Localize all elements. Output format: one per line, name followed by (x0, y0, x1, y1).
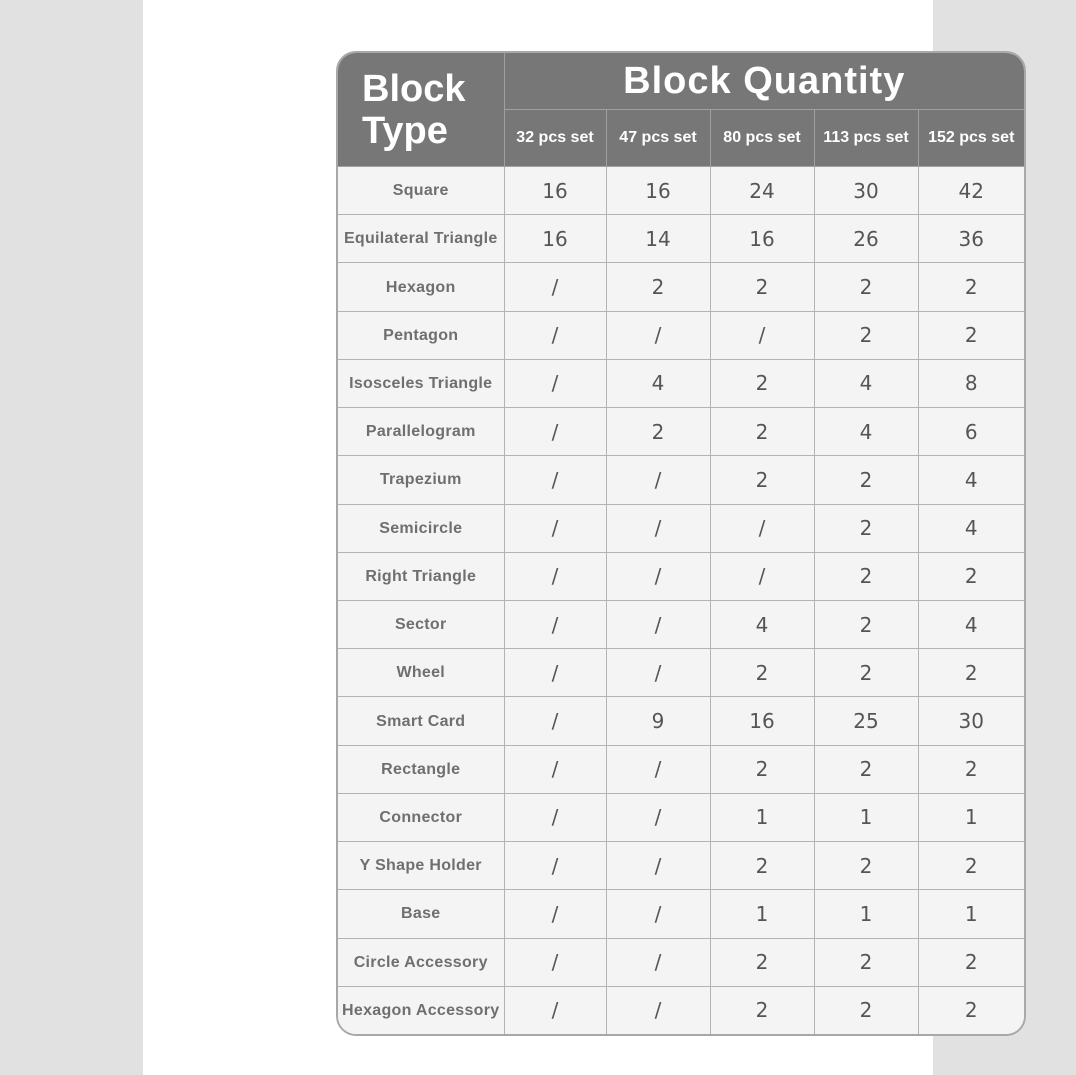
table-row (338, 600, 1024, 648)
quantity-cell: 30 (814, 167, 918, 215)
quantity-cell: / (606, 456, 710, 504)
quantity-cell: / (606, 600, 710, 648)
table-row (338, 890, 1024, 938)
quantity-cell: / (504, 745, 606, 793)
quantity-cell: 2 (814, 649, 918, 697)
table-row (338, 986, 1024, 1034)
block-type-cell: Equilateral Triangle (338, 215, 504, 263)
set-header-47: 47 pcs set (606, 110, 710, 167)
quantity-cell: 2 (710, 842, 814, 890)
table-body (338, 167, 1024, 1035)
quantity-cell: 1 (710, 890, 814, 938)
quantity-cell: 1 (814, 793, 918, 841)
quantity-cell: 4 (814, 408, 918, 456)
quantity-cell: 2 (710, 408, 814, 456)
block-type-cell: Hexagon Accessory (338, 986, 504, 1034)
block-type-cell: Hexagon (338, 263, 504, 311)
quantity-cell: 16 (710, 215, 814, 263)
quantity-cell: / (504, 311, 606, 359)
quantity-cell: / (606, 938, 710, 986)
block-type-cell: Base (338, 890, 504, 938)
quantity-cell: 2 (814, 842, 918, 890)
quantity-cell: 2 (814, 456, 918, 504)
set-header-152: 152 pcs set (918, 110, 1024, 167)
block-type-cell: Smart Card (338, 697, 504, 745)
quantity-cell: 2 (918, 311, 1024, 359)
quantity-cell: / (606, 745, 710, 793)
quantity-cell: 2 (710, 745, 814, 793)
quantity-cell: 2 (814, 600, 918, 648)
table-row (338, 504, 1024, 552)
quantity-cell: 2 (710, 456, 814, 504)
quantity-cell: / (710, 552, 814, 600)
quantity-cell: 2 (606, 263, 710, 311)
table-row (338, 745, 1024, 793)
block-type-header (338, 53, 504, 167)
quantity-cell: 16 (504, 167, 606, 215)
block-type-cell: Square (338, 167, 504, 215)
block-type-cell: Isosceles Triangle (338, 359, 504, 407)
quantity-cell: 25 (814, 697, 918, 745)
quantity-cell: / (504, 890, 606, 938)
table-row (338, 215, 1024, 263)
table-row (338, 311, 1024, 359)
quantity-cell: 4 (918, 504, 1024, 552)
quantity-cell: / (504, 697, 606, 745)
quantity-cell: / (504, 938, 606, 986)
table-row (338, 408, 1024, 456)
quantity-cell: 2 (918, 842, 1024, 890)
quantity-cell: 42 (918, 167, 1024, 215)
set-header-80: 80 pcs set (710, 110, 814, 167)
quantity-cell: 16 (504, 215, 606, 263)
quantity-cell: 2 (814, 552, 918, 600)
quantity-cell: 2 (710, 263, 814, 311)
quantity-cell: 2 (918, 552, 1024, 600)
block-type-cell: Y Shape Holder (338, 842, 504, 890)
quantity-cell: / (710, 504, 814, 552)
block-type-cell: Parallelogram (338, 408, 504, 456)
table-row (338, 842, 1024, 890)
quantity-table (338, 53, 1024, 1034)
quantity-cell: 2 (814, 263, 918, 311)
block-type-cell: Pentagon (338, 311, 504, 359)
quantity-cell: 2 (814, 986, 918, 1034)
quantity-cell: 4 (918, 600, 1024, 648)
quantity-cell: / (606, 986, 710, 1034)
block-type-cell: Connector (338, 793, 504, 841)
quantity-cell: 24 (710, 167, 814, 215)
quantity-cell: / (504, 793, 606, 841)
quantity-cell: 2 (918, 986, 1024, 1034)
table-row (338, 167, 1024, 215)
quantity-cell: 2 (606, 408, 710, 456)
quantity-cell: / (504, 263, 606, 311)
quantity-cell: / (710, 311, 814, 359)
quantity-cell: 36 (918, 215, 1024, 263)
quantity-cell: / (606, 890, 710, 938)
quantity-cell: / (504, 649, 606, 697)
quantity-cell: 1 (918, 793, 1024, 841)
quantity-cell: 4 (814, 359, 918, 407)
quantity-cell: 2 (710, 986, 814, 1034)
set-header-32: 32 pcs set (504, 110, 606, 167)
set-header-113: 113 pcs set (814, 110, 918, 167)
table-row (338, 793, 1024, 841)
quantity-cell: 1 (710, 793, 814, 841)
quantity-cell: / (504, 986, 606, 1034)
quantity-cell: 2 (918, 649, 1024, 697)
quantity-cell: 16 (606, 167, 710, 215)
quantity-cell: 2 (918, 263, 1024, 311)
table-row (338, 552, 1024, 600)
quantity-cell: 30 (918, 697, 1024, 745)
quantity-cell: 8 (918, 359, 1024, 407)
quantity-cell: 2 (814, 311, 918, 359)
quantity-cell: 2 (814, 938, 918, 986)
quantity-cell: 1 (814, 890, 918, 938)
quantity-cell: 4 (606, 359, 710, 407)
table-row (338, 359, 1024, 407)
quantity-cell: / (504, 842, 606, 890)
quantity-cell: 2 (710, 359, 814, 407)
quantity-cell: 2 (814, 745, 918, 793)
quantity-cell: / (504, 408, 606, 456)
page-background (143, 0, 1015, 1075)
quantity-cell: 4 (918, 456, 1024, 504)
block-type-header-line2: Type (362, 109, 448, 152)
table-row (338, 263, 1024, 311)
quantity-cell: / (504, 456, 606, 504)
quantity-cell: / (606, 842, 710, 890)
quantity-cell: / (606, 649, 710, 697)
block-type-cell: Rectangle (338, 745, 504, 793)
quantity-cell: / (504, 504, 606, 552)
quantity-cell: 2 (918, 938, 1024, 986)
quantity-cell: 26 (814, 215, 918, 263)
block-type-header-line1: Block (362, 67, 466, 110)
quantity-cell: 2 (814, 504, 918, 552)
table-row (338, 938, 1024, 986)
quantity-cell: 2 (918, 745, 1024, 793)
quantity-cell: / (606, 552, 710, 600)
quantity-cell: 16 (710, 697, 814, 745)
quantity-cell: 9 (606, 697, 710, 745)
table-row (338, 649, 1024, 697)
table-row (338, 456, 1024, 504)
quantity-cell: / (606, 504, 710, 552)
quantity-cell: / (504, 552, 606, 600)
block-quantity-header: Block Quantity (504, 53, 1024, 110)
block-type-cell: Sector (338, 600, 504, 648)
quantity-cell: 14 (606, 215, 710, 263)
quantity-cell: 1 (918, 890, 1024, 938)
quantity-cell: 4 (710, 600, 814, 648)
quantity-cell: 2 (710, 649, 814, 697)
quantity-cell: / (504, 600, 606, 648)
table-row (338, 697, 1024, 745)
quantity-cell: / (606, 311, 710, 359)
block-type-cell: Circle Accessory (338, 938, 504, 986)
quantity-cell: / (606, 793, 710, 841)
quantity-cell: 6 (918, 408, 1024, 456)
block-type-cell: Right Triangle (338, 552, 504, 600)
quantity-cell: 2 (710, 938, 814, 986)
block-type-cell: Trapezium (338, 456, 504, 504)
quantity-cell: / (504, 359, 606, 407)
block-type-cell: Semicircle (338, 504, 504, 552)
block-quantity-table (336, 51, 1026, 1036)
block-type-cell: Wheel (338, 649, 504, 697)
